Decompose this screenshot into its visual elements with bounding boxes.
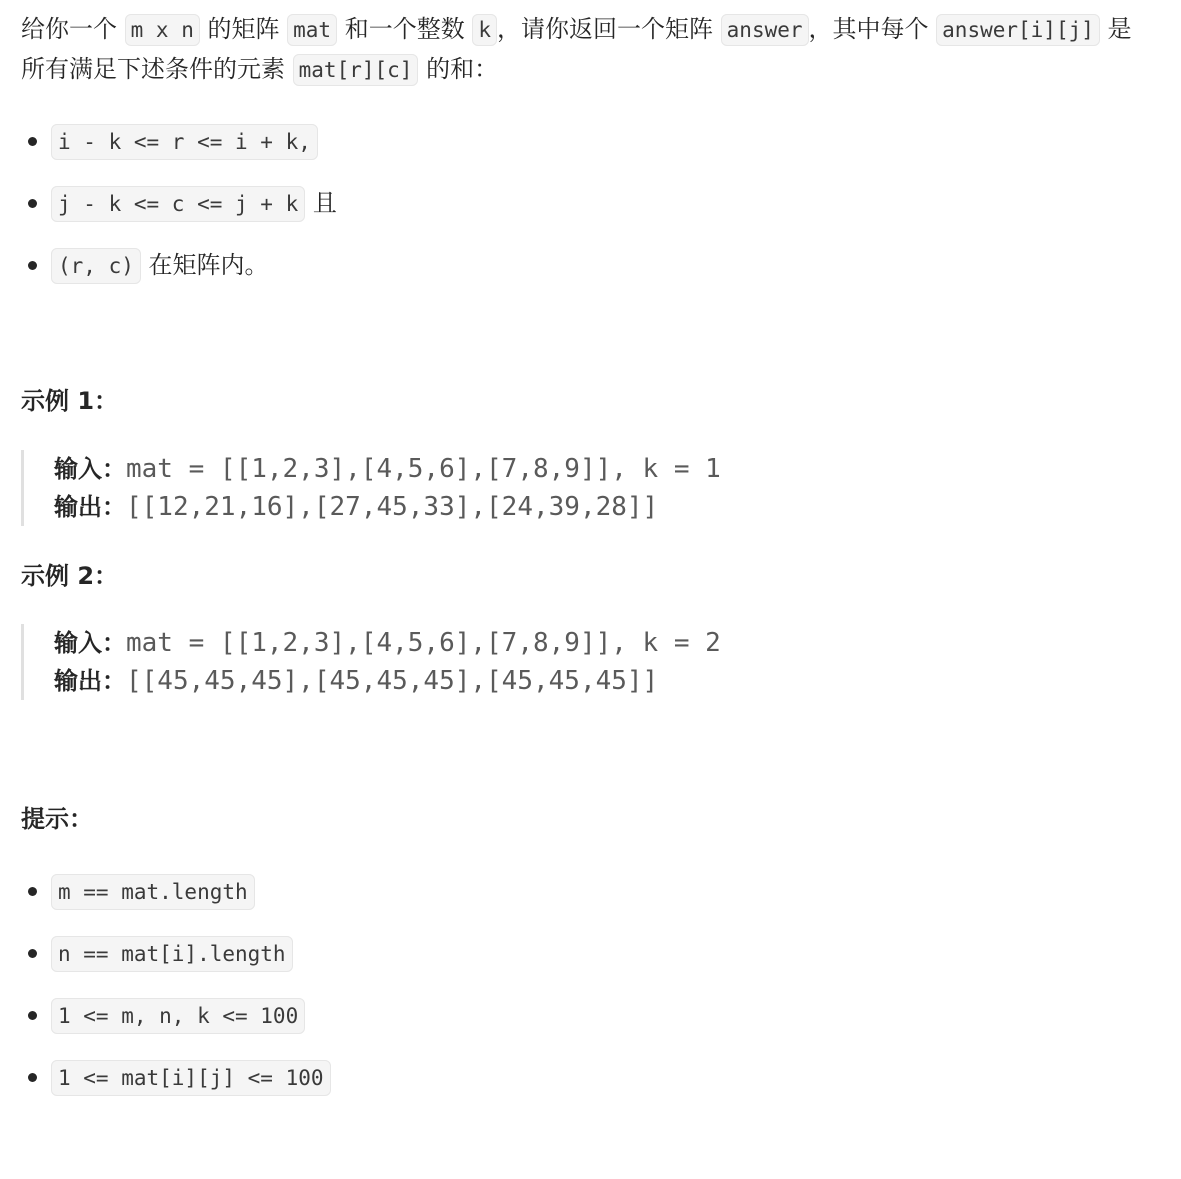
condition-code: i - k <= r <= i + k, <box>51 124 318 160</box>
input-label: 输入： <box>54 629 126 657</box>
example-1-output: [[12,21,16],[27,45,33],[24,39,28]] <box>126 492 659 522</box>
hints-title: 提示： <box>21 805 93 833</box>
intro-text-6: 是所有满足下述条件的元素 <box>21 15 1132 83</box>
condition-code: (r, c) <box>51 248 141 284</box>
code-mat-rc: mat[r][c] <box>293 54 419 86</box>
list-item <box>21 1059 331 1121</box>
example-2-block <box>21 624 954 700</box>
intro-text-4: ，请你返回一个矩阵 <box>497 15 714 43</box>
problem-statement <box>21 10 1151 90</box>
list-item <box>21 123 337 185</box>
example-2-output: [[45,45,45],[45,45,45],[45,45,45]] <box>126 666 659 696</box>
example-1-output-row <box>54 488 954 526</box>
code-k: k <box>472 14 497 46</box>
hint-code: 1 <= mat[i][j] <= 100 <box>51 1060 331 1096</box>
input-label: 输入： <box>54 455 126 483</box>
output-label: 输出： <box>54 667 126 695</box>
hint-code: n == mat[i].length <box>51 936 293 972</box>
hints-list <box>21 873 331 1121</box>
condition-suffix: 且 <box>312 189 337 217</box>
code-answer: answer <box>721 14 809 46</box>
code-answer-ij: answer[i][j] <box>936 14 1100 46</box>
list-item <box>21 997 331 1059</box>
intro-text-3: 和一个整数 <box>344 15 465 43</box>
condition-code: j - k <= c <= j + k <box>51 186 305 222</box>
example-1-block <box>21 450 954 526</box>
example-2-title: 示例 2： <box>21 562 119 590</box>
intro-text-2: 的矩阵 <box>207 15 280 43</box>
hint-code: m == mat.length <box>51 874 255 910</box>
list-item <box>21 247 337 309</box>
condition-list <box>21 123 337 309</box>
example-2-output-row <box>54 662 954 700</box>
intro-text-5: ，其中每个 <box>808 15 929 43</box>
code-m-x-n: m x n <box>125 14 200 46</box>
example-2-input-row <box>54 624 954 662</box>
example-1-title: 示例 1： <box>21 387 119 415</box>
code-mat: mat <box>287 14 337 46</box>
list-item <box>21 935 331 997</box>
intro-text-1: 给你一个 <box>21 15 117 43</box>
list-item <box>21 185 337 247</box>
condition-suffix: 在矩阵内。 <box>148 251 269 279</box>
example-2-input: mat = [[1,2,3],[4,5,6],[7,8,9]], k = 2 <box>126 628 721 658</box>
example-1-input: mat = [[1,2,3],[4,5,6],[7,8,9]], k = 1 <box>126 454 721 484</box>
intro-text-7: 的和： <box>426 55 499 83</box>
list-item <box>21 873 331 935</box>
output-label: 输出： <box>54 493 126 521</box>
hint-code: 1 <= m, n, k <= 100 <box>51 998 305 1034</box>
example-1-input-row <box>54 450 954 488</box>
